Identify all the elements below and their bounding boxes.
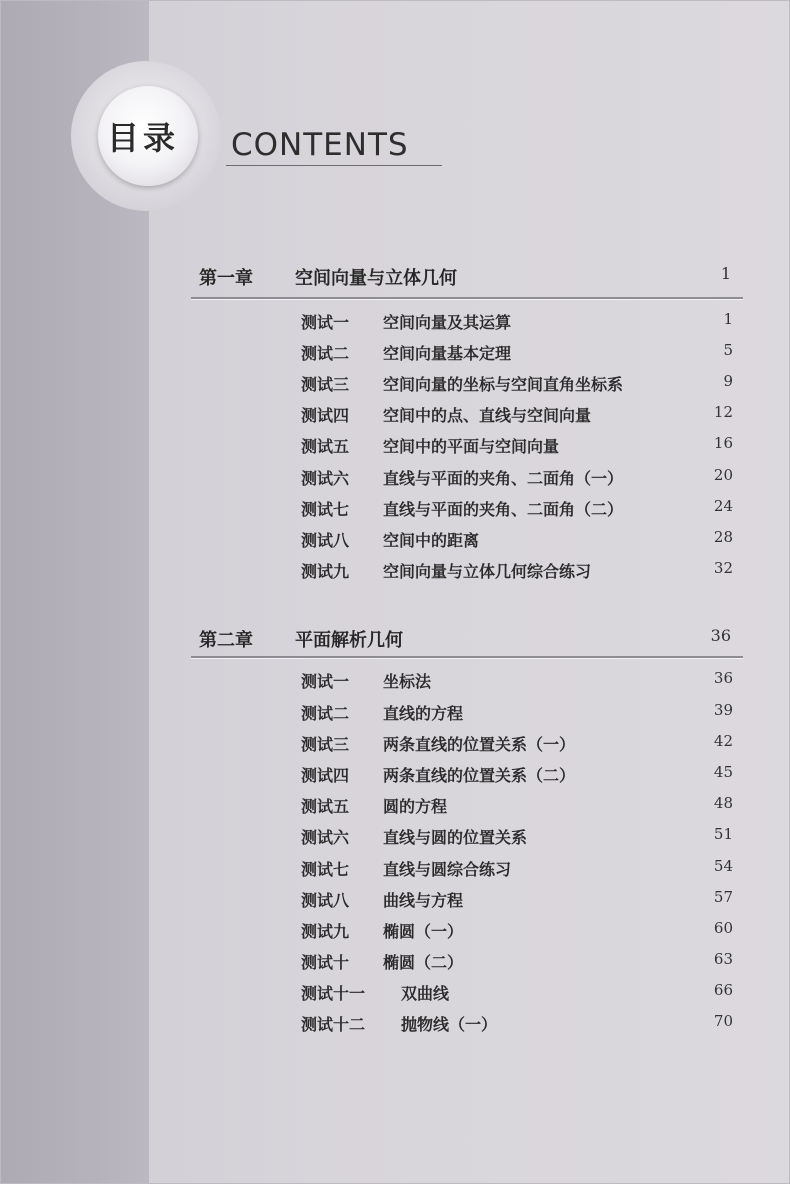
entry-page-number: 66 [713, 981, 733, 999]
chapter-page-number: 36 [710, 626, 731, 645]
toc-entry[interactable] [301, 528, 737, 554]
page-title-cn: 目录 [107, 119, 180, 157]
entry-page-number: 60 [713, 919, 733, 937]
entry-page-number: 51 [713, 825, 733, 843]
toc-entry[interactable] [301, 310, 737, 336]
entry-label: 测试九 [301, 562, 350, 581]
entry-page-number: 42 [713, 732, 733, 750]
entry-title: 直线与圆综合练习 [383, 860, 512, 879]
entry-page-number: 45 [713, 763, 733, 781]
entry-page-number: 9 [723, 372, 733, 390]
entry-title: 曲线与方程 [383, 891, 464, 910]
entry-title: 两条直线的位置关系（二） [383, 766, 576, 785]
toc-entry[interactable] [301, 857, 737, 883]
entry-label: 测试十 [301, 953, 350, 972]
entry-title: 椭圆（二） [383, 953, 464, 972]
entry-page-number: 12 [713, 403, 733, 421]
entry-label: 测试八 [301, 891, 350, 910]
entry-title: 空间中的距离 [383, 531, 480, 550]
toc-entry[interactable] [301, 1012, 737, 1038]
toc-entry[interactable] [301, 497, 737, 523]
entry-page-number: 16 [713, 434, 733, 452]
entry-page-number: 32 [713, 559, 733, 577]
entry-label: 测试一 [301, 672, 350, 691]
entry-label: 测试四 [301, 766, 350, 785]
toc-entry[interactable] [301, 825, 737, 851]
entry-title: 空间向量基本定理 [383, 344, 512, 363]
toc-entry[interactable] [301, 434, 737, 460]
chapter-number: 第二章 [199, 630, 253, 651]
entry-title: 直线与平面的夹角、二面角（二） [383, 500, 624, 519]
entry-label: 测试九 [301, 922, 350, 941]
toc-entry[interactable] [301, 950, 737, 976]
toc-entry[interactable] [301, 763, 737, 789]
toc-entry[interactable] [301, 981, 737, 1007]
entry-page-number: 63 [713, 950, 733, 968]
entry-label: 测试二 [301, 704, 350, 723]
toc-entry[interactable] [301, 559, 737, 585]
entry-page-number: 5 [723, 341, 733, 359]
entry-label: 测试二 [301, 344, 350, 363]
toc-entry[interactable] [301, 732, 737, 758]
entry-label: 测试四 [301, 406, 350, 425]
entry-title: 椭圆（一） [383, 922, 464, 941]
entry-label: 测试七 [301, 860, 350, 879]
entry-label: 测试六 [301, 828, 350, 847]
toc-entry[interactable] [301, 888, 737, 914]
entry-page-number: 57 [713, 888, 733, 906]
entry-title: 空间向量及其运算 [383, 313, 512, 332]
toc-entry[interactable] [301, 372, 737, 398]
entry-page-number: 39 [713, 701, 733, 719]
entry-label: 测试七 [301, 500, 350, 519]
toc-entry[interactable] [301, 403, 737, 429]
chapter-page-number: 1 [720, 264, 731, 283]
entry-title: 两条直线的位置关系（一） [383, 735, 576, 754]
chapter-divider [191, 656, 743, 658]
entry-title: 双曲线 [401, 984, 450, 1003]
entry-page-number: 1 [723, 310, 733, 328]
toc-entry[interactable] [301, 466, 737, 492]
chapter-number: 第一章 [199, 268, 253, 289]
entry-label: 测试六 [301, 469, 350, 488]
chapter-title: 空间向量与立体几何 [295, 268, 457, 289]
entry-label: 测试一 [301, 313, 350, 332]
entry-title: 圆的方程 [383, 797, 448, 816]
entry-page-number: 70 [713, 1012, 733, 1030]
entry-page-number: 20 [713, 466, 733, 484]
chapter-heading[interactable] [191, 264, 741, 294]
entry-title: 直线与平面的夹角、二面角（一） [383, 469, 624, 488]
entry-title: 空间向量与立体几何综合练习 [383, 562, 592, 581]
entry-title: 直线与圆的位置关系 [383, 828, 528, 847]
entry-label: 测试五 [301, 797, 350, 816]
entry-label: 测试十一 [301, 984, 366, 1003]
title-underline [226, 165, 442, 166]
toc-entry[interactable] [301, 701, 737, 727]
toc-entry[interactable] [301, 794, 737, 820]
chapter-title: 平面解析几何 [295, 630, 403, 651]
entry-page-number: 48 [713, 794, 733, 812]
toc-entry[interactable] [301, 341, 737, 367]
entry-label: 测试三 [301, 375, 350, 394]
entry-page-number: 54 [713, 857, 733, 875]
entry-title: 空间向量的坐标与空间直角坐标系 [383, 375, 624, 394]
entry-label: 测试十二 [301, 1015, 366, 1034]
toc-entry[interactable] [301, 919, 737, 945]
entry-label: 测试八 [301, 531, 350, 550]
entry-page-number: 24 [713, 497, 733, 515]
chapter-heading[interactable] [191, 626, 741, 656]
page-title-en: CONTENTS [231, 127, 409, 163]
entry-title: 直线的方程 [383, 704, 464, 723]
entry-page-number: 28 [713, 528, 733, 546]
entry-label: 测试五 [301, 437, 350, 456]
entry-page-number: 36 [713, 669, 733, 687]
entry-title: 空间中的点、直线与空间向量 [383, 406, 592, 425]
entry-title: 空间中的平面与空间向量 [383, 437, 560, 456]
entry-title: 抛物线（一） [401, 1015, 498, 1034]
chapter-divider [191, 297, 743, 299]
toc-entry[interactable] [301, 669, 737, 695]
entry-label: 测试三 [301, 735, 350, 754]
entry-title: 坐标法 [383, 672, 432, 691]
